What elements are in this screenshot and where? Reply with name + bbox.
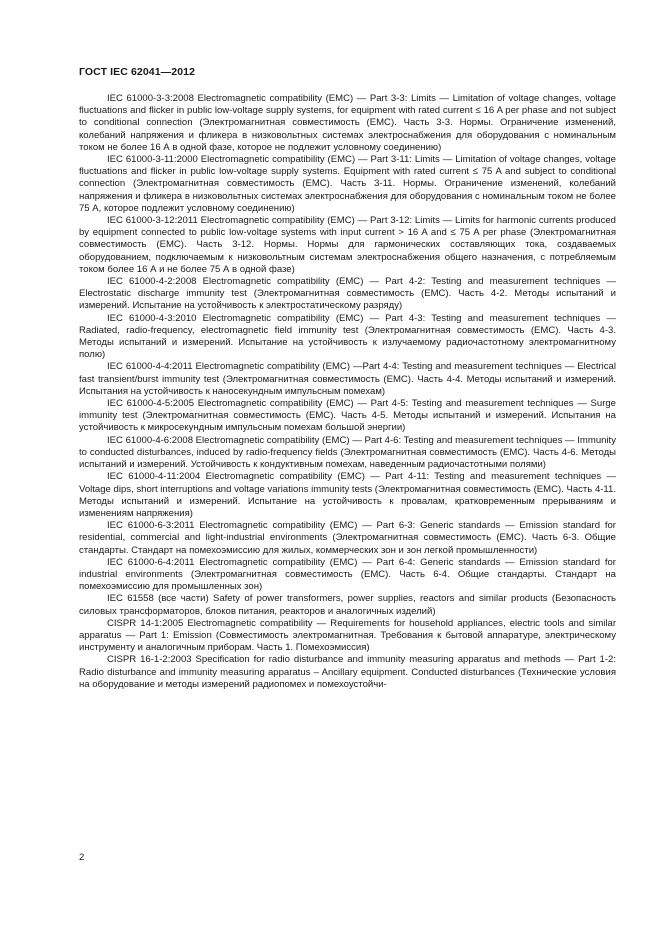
reference-paragraph: IEC 61000-4-6:2008 Electromagnetic compatibility (EMC) — Part 4-6: Testing and measurement techniques — Immunity to conducted disturbances, induced by radio-frequency fields (Электромагнитная совместимость (EMC). Часть 4-6. Методы испытаний и измерений. Устойчивость к кондуктивным помехам, наведенным радиочастотными полями) — [79, 434, 616, 471]
reference-paragraph: IEC 61558 (все части) Safety of power transformers, power supplies, reactors and similar products (Безопасность силовых трансформаторов, блоков питания, реакторов и аналогичных изделий) — [79, 593, 616, 617]
reference-paragraph: IEC 61000-4-5:2005 Electromagnetic compatibility (EMC) — Part 4-5: Testing and measurement techniques — Surge immunity test (Электромагнитная совместимость (EMC). Часть 4-5. Методы испытаний и измерений. Испытания на устойчивость к микросекундным импульсным помехам большой энергии) — [79, 398, 616, 434]
reference-paragraph: IEC 61000-3-3:2008 Electromagnetic compatibility (EMC) — Part 3-3: Limits — Limitation of voltage changes, voltage fluctuations and flicker in public low-voltage supply systems, for equipment with rated current ≤ 16 A per phase and not subject to conditional connection (Электромагнитная совместимость (EMC). Часть 3-3. Нормы. Ограничение изменений, колебаний напряжения и фликера в низковольтных системах электроснабжения для оборудования с номинальным током не более 16 А в одной фазе, которое не подлежит условному соединению) — [79, 93, 616, 153]
reference-paragraph: IEC 61000-4-3:2010 Electromagnetic compatibility (EMC) — Part 4-3: Testing and measurement techniques — Radiated, radio-frequency, electromagnetic field immunity test (Электромагнитная совместимость (EMC). Часть 4-3. Методы испытаний и измерений. Испытание на устойчивость к излучаемому радиочастотному электромагнитному полю) — [79, 312, 616, 361]
reference-paragraph: IEC 61000-6-4:2011 Electromagnetic compatibility (EMC) — Part 6-4: Generic standards — Emission standard for industrial environments (Электромагнитная совместимость (EMC). Часть 6-4. Общие стандарты. Стандарт на помехоэмиссию для промышленных зон) — [79, 556, 616, 593]
reference-paragraph: IEC 61000-4-11:2004 Electromagnetic compatibility (EMC) — Part 4-11: Testing and measurement techniques — Voltage dips, short interruptions and voltage variations immunity tests (Электромагнитная совместимость (EMC). Часть 4-11. Методы испытаний и измерений. Испытание на устойчивость к провалам, кратковременным прерываниям и изменениям напряжения) — [79, 471, 616, 519]
reference-paragraph: CISPR 16-1-2:2003 Specification for radio disturbance and immunity measuring apparatus and methods — Part 1-2: Radio disturbance and immunity measuring apparatus – Ancillary equipment. Conducted disturbances (Технические условия на оборудование и методы измерений радиопомех и помехоустойчи- — [79, 654, 616, 690]
reference-paragraph: IEC 61000-6-3:2011 Electromagnetic compatibility (EMC) — Part 6-3: Generic standards — Emission standard for residential, commercial and light-industrial environments (Электромагнитная совместимость (EMC). Часть 6-3. Общие стандарты. Стандарт на помехоэмиссию для жилых, коммерческих зон и зон легкой промышленности) — [79, 520, 616, 556]
document-code: ГОСТ IEC 62041—2012 — [79, 66, 196, 78]
page-number: 2 — [79, 852, 85, 863]
reference-paragraph: IEC 61000-3-12:2011 Electromagnetic compatibility (EMC) — Part 3-12: Limits — Limits for harmonic currents produced by equipment connected to public low-voltage systems with input current > 16 A and ≤ 75 A per phase (Электромагнитная совместимость (EMC). Часть 3-12. Нормы. Нормы для гармонических составляющих тока, создаваемых оборудованием, подключаемым к низковольтным системам электроснабжения общего назначения, с потребляемым током более 16 А и не более 75 А в одной фазе) — [79, 215, 616, 275]
reference-paragraph: IEC 61000-3-11:2000 Electromagnetic compatibility (EMC) — Part 3-11: Limits — Limitation of voltage changes, voltage fluctuations and flicker in public low-voltage supply systems. Equipment with rated current ≤ 75 A and subject to conditional connection (Электромагнитная совместимость (EMC). Часть 3-11. Нормы. Ограничение изменений, колебаний напряжения и фликера в низковольтных системах электроснабжения для оборудования с номинальным током не более 75 А, которое подлежит условному соединению) — [79, 154, 616, 214]
reference-paragraph: IEC 61000-4-2:2008 Electromagnetic compatibility (EMC) — Part 4-2: Testing and measurement techniques — Electrostatic discharge immunity test (Электромагнитная совместимость (EMC). Часть 4-2. Методы испытаний и измерений. Испытание на устойчивость к электростатическому разряду) — [79, 276, 616, 312]
references-list — [79, 93, 616, 691]
reference-paragraph: CISPR 14-1:2005 Electromagnetic compatibility — Requirements for household appliances, electric tools and similar apparatus — Part 1: Emission (Совместимость электромагнитная. Требования к бытовой аппаратуре, электрическому инструменту и аналогичным приборам. Часть 1. Помехоэмиссия) — [79, 617, 616, 654]
reference-paragraph: IEC 61000-4-4:2011 Electromagnetic compatibility (EMC) —Part 4-4: Testing and measurement techniques — Electrical fast transient/burst immunity test (Электромагнитная совместимость (EMC). Часть 4-4. Методы испытаний и измерений. Испытания на устойчивость к наносекундным импульсным помехам) — [79, 361, 616, 397]
